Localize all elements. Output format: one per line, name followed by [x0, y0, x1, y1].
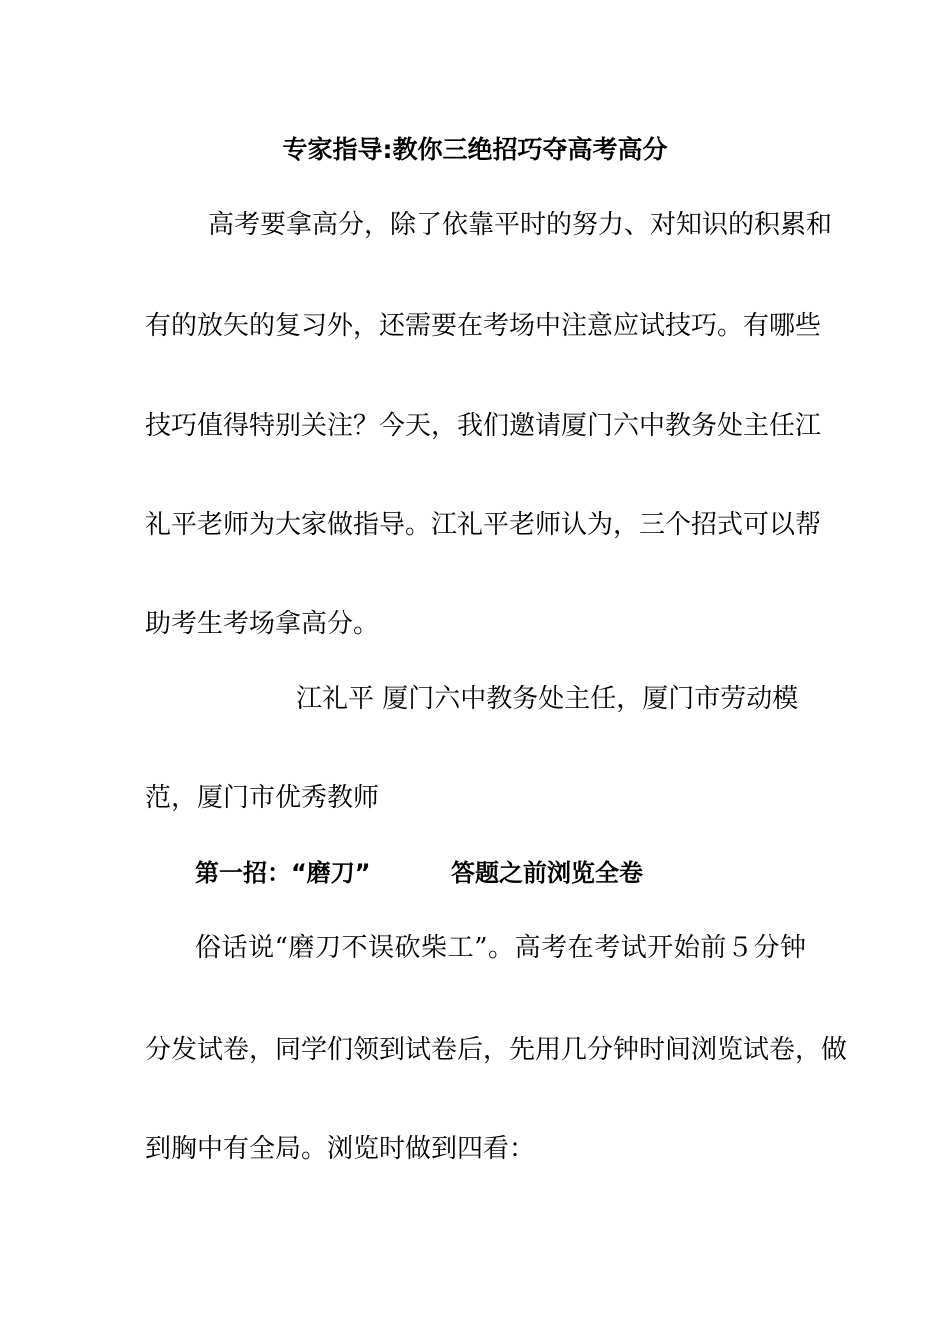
bio-line-2: 范，厦门市优秀教师	[145, 783, 380, 813]
intro-line-2: 有的放矢的复习外，还需要在考场中注意应试技巧。有哪些	[145, 311, 822, 341]
intro-line-4: 礼平老师为大家做指导。江礼平老师认为，三个招式可以帮	[145, 510, 822, 540]
page-title: 专家指导:教你三绝招巧夺高考高分	[282, 135, 668, 164]
section-line-3: 到胸中有全局。浏览时做到四看：	[145, 1134, 536, 1164]
intro-line-1: 高考要拿高分，除了依靠平时的努力、对知识的积累和	[208, 210, 833, 240]
section-heading-part-2: 答题之前浏览全卷	[451, 859, 643, 887]
section-line-2: 分发试卷，同学们领到试卷后，先用几分钟时间浏览试卷，做	[145, 1035, 848, 1065]
intro-line-3: 技巧值得特别关注？今天，我们邀请厦门六中教务处主任江	[145, 411, 822, 441]
section-line-1: 俗话说“磨刀不误砍柴工”。高考在考试开始前５分钟	[195, 933, 806, 963]
bio-line-1: 江礼平 厦门六中教务处主任，厦门市劳动模	[296, 684, 799, 714]
intro-line-5: 助考生考场拿高分。	[145, 609, 380, 639]
section-heading-part-1: 第一招：“磨刀”	[195, 859, 371, 887]
